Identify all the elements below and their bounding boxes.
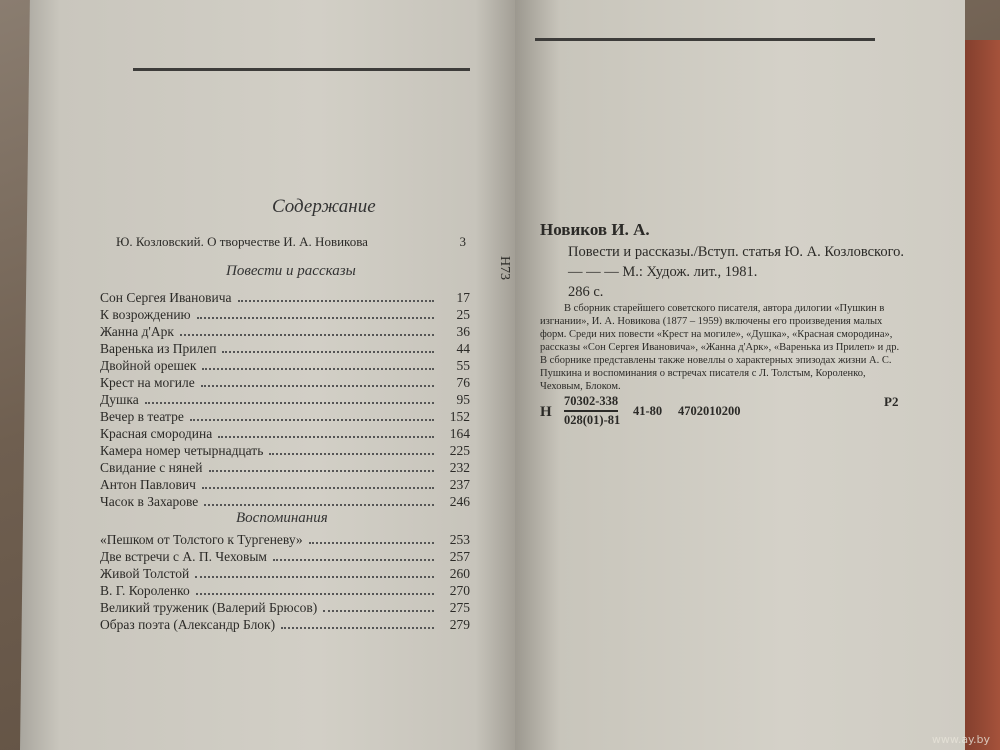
toc-entry-title: Красная смородина (100, 426, 213, 441)
toc-dot-leader (202, 358, 434, 370)
toc-dot-leader (309, 532, 434, 544)
toc-entry (100, 392, 470, 409)
toc-entry-title: Образ поэта (Александр Блок) (100, 617, 276, 632)
toc-section-stories: Повести и рассказы (226, 263, 356, 279)
card-code-top: 70302-338 (564, 394, 618, 412)
card-code-letter: Н (540, 404, 552, 420)
toc-heading: Содержание (272, 196, 376, 217)
toc-entry (100, 549, 470, 566)
toc-entry (100, 460, 470, 477)
toc-dot-leader (196, 583, 434, 595)
toc-entry-page: 257 (449, 549, 470, 564)
toc-dot-leader (218, 426, 434, 438)
toc-entry-page: 36 (456, 324, 470, 339)
toc-dot-leader (281, 617, 434, 629)
toc-entry-page: 246 (449, 494, 470, 509)
toc-entry-title: Две встречи с А. П. Чеховым (100, 549, 267, 564)
toc-intro-title: Ю. Козловский. О творчестве И. А. Новикова (116, 234, 368, 249)
toc-entry (100, 341, 470, 358)
toc-entry-title: Камера номер четырнадцать (100, 443, 264, 458)
toc-entry-title: Антон Павлович (100, 477, 196, 492)
toc-dot-leader (202, 477, 434, 489)
toc-entry-title: Живой Толстой (100, 566, 190, 581)
toc-dot-leader (209, 460, 434, 472)
toc-dot-leader (180, 324, 434, 336)
toc-entry-title: Свидание с няней (100, 460, 203, 475)
toc-entry-title: Варенька из Прилеп (100, 341, 217, 356)
card-code-number: 41-80 (633, 404, 663, 418)
right-header-rule (535, 38, 875, 41)
toc-entry (100, 532, 470, 549)
toc-entry (100, 566, 470, 583)
toc-entry-title: Вечер в театре (100, 409, 184, 424)
toc-entry (100, 617, 470, 634)
toc-entry-page: 237 (449, 477, 470, 492)
toc-entry-page: 17 (456, 290, 470, 305)
toc-entry-page: 225 (449, 443, 470, 458)
toc-entry (100, 409, 470, 426)
toc-dot-leader (238, 290, 435, 302)
toc-entry-page: 279 (449, 617, 470, 632)
toc-entry-title: «Пешком от Толстого к Тургеневу» (100, 532, 303, 547)
toc-entry (100, 443, 470, 460)
toc-entry-page: 76 (456, 375, 470, 390)
toc-entry-title: К возрождению (100, 307, 191, 322)
card-code-bottom: 028(01)-81 (564, 413, 621, 427)
toc-dot-leader (195, 566, 434, 578)
toc-dot-leader (323, 600, 434, 612)
toc-entry-title: Двойной орешек (100, 358, 197, 373)
toc-dot-leader (197, 307, 434, 319)
left-header-rule (133, 68, 470, 71)
toc-entry-page: 55 (456, 358, 470, 373)
toc-entry (100, 583, 470, 600)
toc-entry-page: 164 (449, 426, 470, 441)
toc-dot-leader (222, 341, 434, 353)
card-isbn: 4702010200 (678, 404, 741, 418)
toc-entry-title: Часок в Захарове (100, 494, 199, 509)
toc-stories-list (100, 290, 470, 511)
toc-entry (100, 375, 470, 392)
card-bbk: Р2 (884, 394, 899, 409)
toc-entry-page: 270 (449, 583, 470, 598)
toc-dot-leader (190, 409, 434, 421)
toc-entry (100, 290, 470, 307)
toc-entry-page: 44 (456, 341, 470, 356)
toc-entry-title: Жанна д'Арк (100, 324, 174, 339)
card-author: Новиков И. А. (540, 220, 650, 239)
toc-memoirs-list (100, 532, 470, 634)
toc-entry-title: В. Г. Короленко (100, 583, 190, 598)
toc-entry-page: 253 (449, 532, 470, 547)
toc-entry-page: 275 (449, 600, 470, 615)
toc-entry-page: 95 (456, 392, 470, 407)
toc-entry-page: 25 (456, 307, 470, 322)
toc-entry-title: Великий труженик (Валерий Брюсов) (100, 600, 318, 615)
toc-entry-title: Душка (100, 392, 139, 407)
toc-entry (100, 426, 470, 443)
card-call-number: Н73 (497, 255, 512, 281)
toc-dot-leader (201, 375, 434, 387)
toc-section-memoirs: Воспоминания (236, 510, 328, 526)
toc-entry-page: 260 (449, 566, 470, 581)
toc-entry-title: Сон Сергея Ивановича (100, 290, 232, 305)
card-description: Повести и рассказы./Вступ. статья Ю. А. Козловского. — — — М.: Худож. лит., 1981. 286 с. (568, 244, 905, 300)
card-summary: В сборник старейшего советского писателя, автора дилогии «Пушкин в изгнании», И. А. Новикова (1877 – 1959) включены его произведения малых форм. Среди них повести «Крест на могиле», «Душка», «Красная смородина», рассказы «Сон Сергея Ивановича», «Жанна д'Арк», «Варенька из Прилеп» и др. В сборнике представлены также новеллы о характерных эпизодах жизни А. С. Пушкина и воспоминания о встречах писателя с Л. Толстым, Короленко, Чеховым, Блоком. (540, 303, 900, 392)
toc-entry (100, 477, 470, 494)
watermark: www.ay.by (931, 733, 990, 746)
toc-entry (100, 494, 470, 511)
toc-entry-title: Крест на могиле (100, 375, 195, 390)
toc-dot-leader (204, 494, 434, 506)
toc-entry-page: 232 (449, 460, 470, 475)
toc-dot-leader (269, 443, 434, 455)
toc-entry (100, 358, 470, 375)
toc-dot-leader (273, 549, 434, 561)
toc-entry-page: 152 (449, 409, 470, 424)
toc-dot-leader (145, 392, 434, 404)
toc-entry (100, 307, 470, 324)
toc-entry (100, 324, 470, 341)
toc-intro-page: 3 (459, 234, 466, 249)
toc-intro-entry (116, 234, 466, 250)
toc-entry (100, 600, 470, 617)
